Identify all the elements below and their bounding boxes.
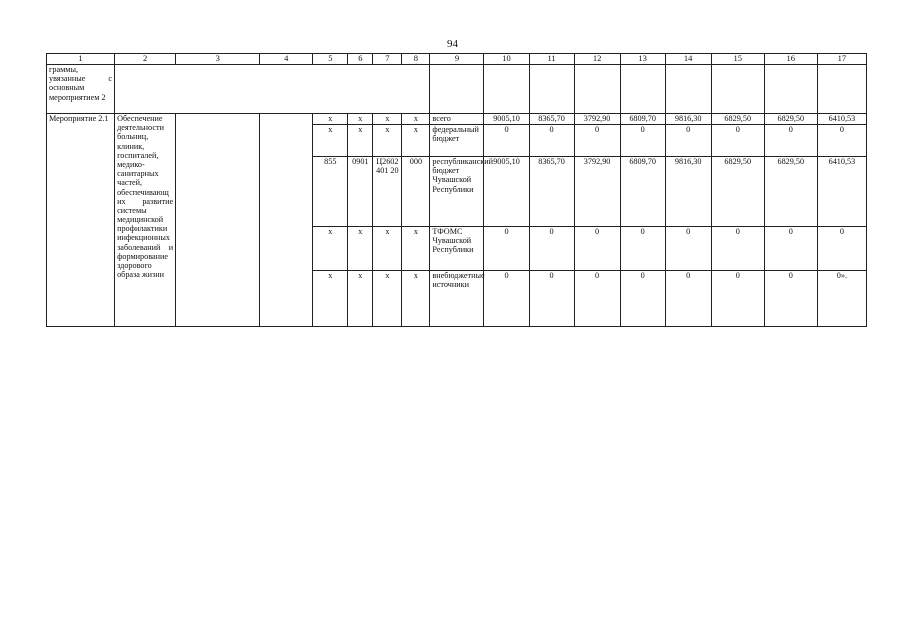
cell-value: 6829,50 [764,114,817,125]
cell-code: x [402,114,430,125]
cell-code: x [313,271,348,327]
cell-value: 8365,70 [529,157,574,227]
cell-value: 0». [817,271,866,327]
empty-cell [484,65,529,114]
empty-cell [817,65,866,114]
col-header: 16 [764,54,817,65]
col-header: 9 [430,54,484,65]
col-header: 10 [484,54,529,65]
cell-value: 0 [665,271,711,327]
cell-code: x [402,227,430,271]
cell-value: 6829,50 [764,157,817,227]
cell-code: x [402,271,430,327]
cell-value: 0 [574,271,620,327]
cell-value: 6829,50 [711,114,764,125]
cell-value: 0 [529,125,574,157]
cell-value: 0 [711,227,764,271]
cell-code: x [313,227,348,271]
cell-value: 0 [665,125,711,157]
cell-value: 0 [711,271,764,327]
empty-cell [260,114,313,327]
cell-value: 6829,50 [711,157,764,227]
cell-code: x [313,114,348,125]
col-header: 3 [176,54,260,65]
cell-value: 9816,30 [665,114,711,125]
header-row [47,54,867,65]
funding-source: ТФОМС Чувашской Республики [430,227,484,271]
col-header: 13 [620,54,665,65]
cell-value: 6809,70 [620,157,665,227]
cell-code: x [348,125,373,157]
cell-code: x [373,114,402,125]
table-row [47,114,867,125]
cell-code: x [313,125,348,157]
cell-value: 9005,10 [484,114,529,125]
empty-cell [430,65,484,114]
col-header: 7 [373,54,402,65]
col-header: 15 [711,54,764,65]
funding-source: всего [430,114,484,125]
empty-cell [764,65,817,114]
cell-value: 0 [484,271,529,327]
col-header: 8 [402,54,430,65]
cell-value: 6410,53 [817,114,866,125]
cell-value: 0 [711,125,764,157]
empty-cell [176,114,260,327]
cell-value: 0 [817,227,866,271]
cell-value: 0 [620,125,665,157]
budget-table [46,53,867,327]
cell-code: x [373,271,402,327]
cell-code: 0901 [348,157,373,227]
cell-value: 0 [529,271,574,327]
cell-value: 0 [484,227,529,271]
cell-value: 0 [764,227,817,271]
event-description: Обеспечение деятельности больниц, клиник, госпиталей, медико-санитарных частей, обеспечивающих развитие системы медицинской профилактики инфекционных заболеваний и формирование здорового образа жизни [115,114,176,327]
cell-value: 0 [620,227,665,271]
cell-value: 0 [764,271,817,327]
cell-value: 0 [665,227,711,271]
cell-code: 000 [402,157,430,227]
cell-code: x [348,114,373,125]
cell-value: 3792,90 [574,157,620,227]
cell-code: x [373,227,402,271]
funding-source: республиканский бюджет Чувашской Республики [430,157,484,227]
empty-cell [620,65,665,114]
cell-value: 9005,10 [484,157,529,227]
cell-value: 0 [620,271,665,327]
cell-code: x [402,125,430,157]
col-header: 12 [574,54,620,65]
col-header: 17 [817,54,866,65]
cell-value: 9816,30 [665,157,711,227]
cell-value: 3792,90 [574,114,620,125]
cell-value: 0 [574,125,620,157]
col-header: 5 [313,54,348,65]
empty-cell [711,65,764,114]
empty-cell [115,65,430,114]
cell-value: 6410,53 [817,157,866,227]
cell-value: 0 [764,125,817,157]
cell-code: x [348,227,373,271]
event-name: Мероприятие 2.1 [47,114,115,327]
cell-value: 6809,70 [620,114,665,125]
cell-value: 0 [484,125,529,157]
cell-code: x [373,125,402,157]
cell-code: x [348,271,373,327]
col-header: 4 [260,54,313,65]
continuation-row [47,65,867,114]
cell-value: 0 [529,227,574,271]
col-header: 6 [348,54,373,65]
col-header: 2 [115,54,176,65]
funding-source: федеральный бюджет [430,125,484,157]
page-number: 94 [447,38,458,50]
col-header: 1 [47,54,115,65]
cell-code: 855 [313,157,348,227]
cell-value: 8365,70 [529,114,574,125]
empty-cell [574,65,620,114]
cell-value: 0 [574,227,620,271]
funding-source: внебюджетные источники [430,271,484,327]
cell-code: Ц2602401 20 [373,157,402,227]
empty-cell [665,65,711,114]
col-header: 11 [529,54,574,65]
cell-value: 0 [817,125,866,157]
empty-cell [529,65,574,114]
continuation-text: граммы, увязанные с основным мероприятием 2 [47,65,115,114]
col-header: 14 [665,54,711,65]
